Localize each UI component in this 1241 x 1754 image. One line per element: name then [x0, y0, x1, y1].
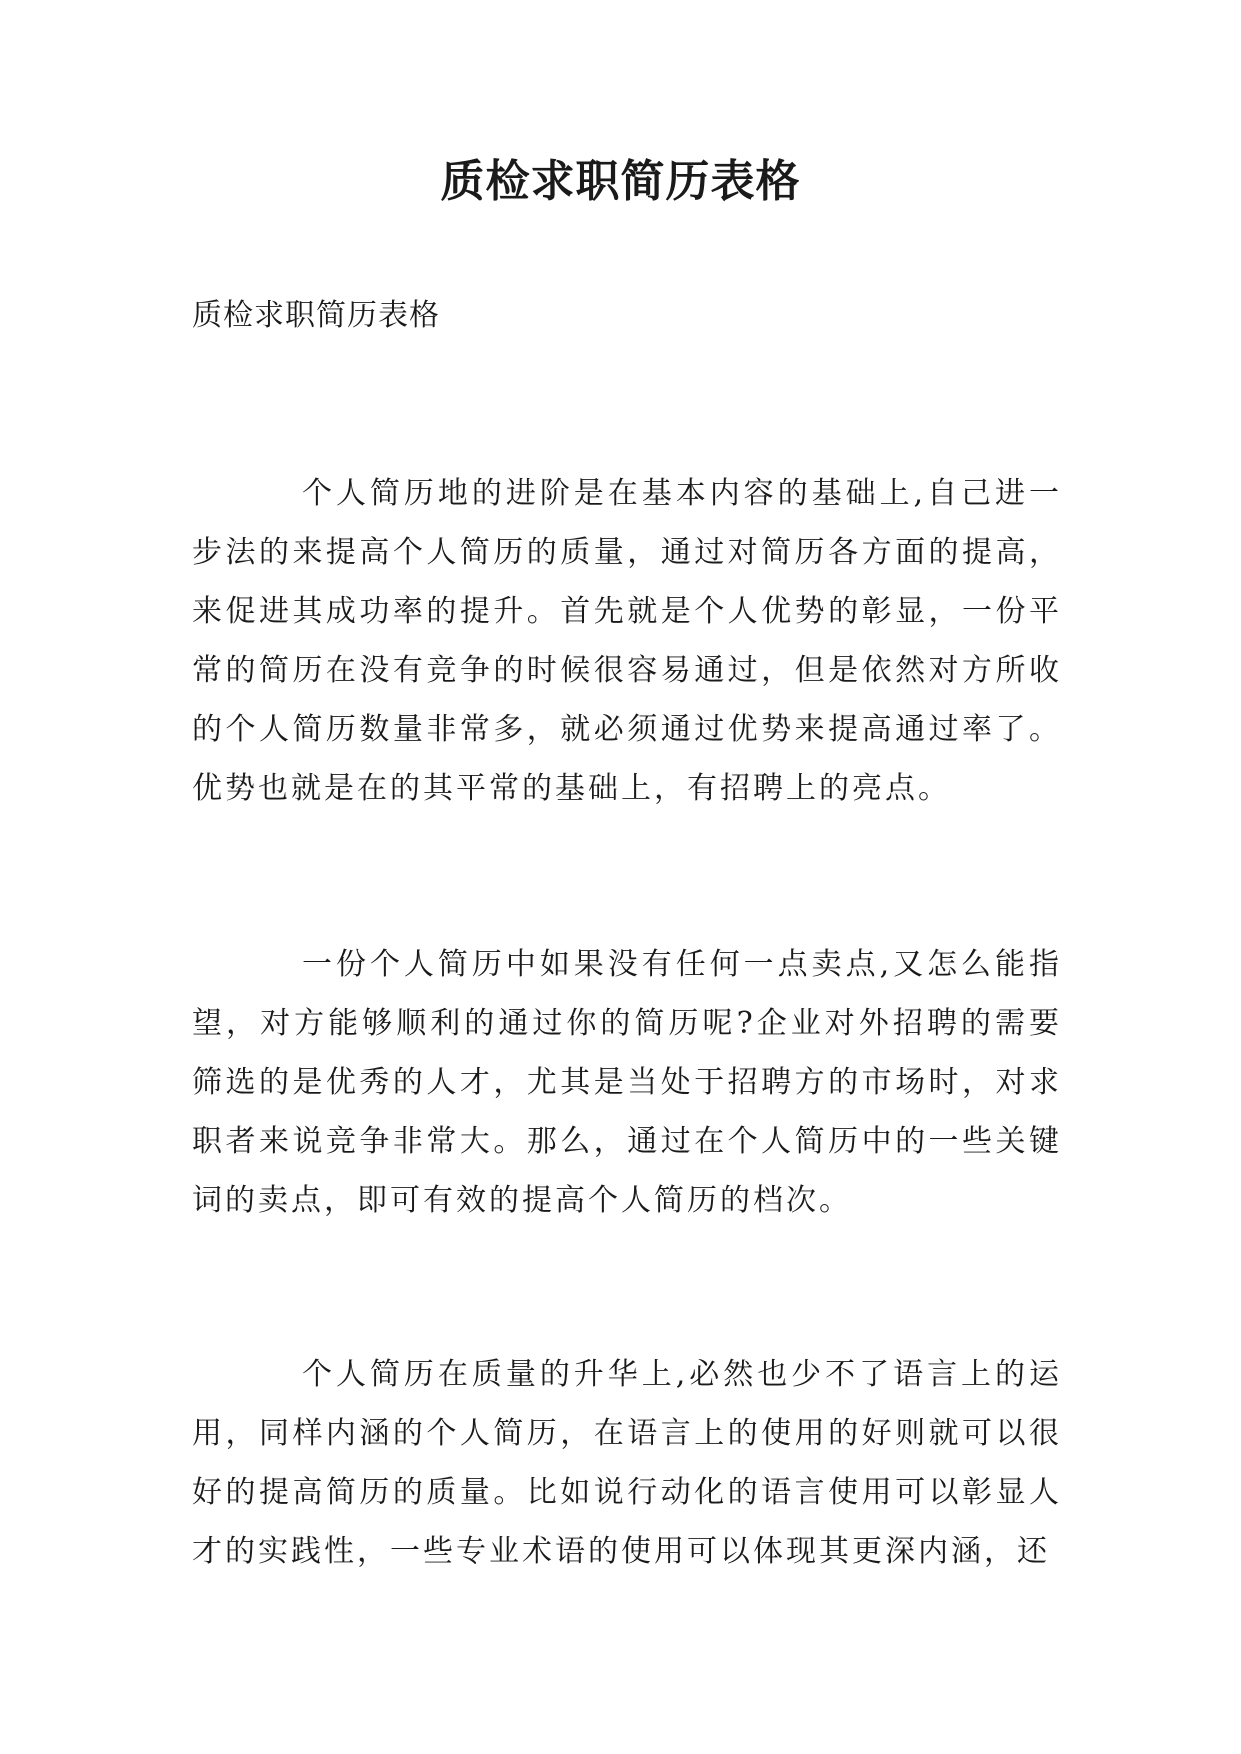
- body-paragraph-2: 一份个人简历中如果没有任何一点卖点,又怎么能指望，对方能够顺利的通过你的简历呢?企业对外招聘的需要筛选的是优秀的人才，尤其是当处于招聘方的市场时，对求职者来说竞争非常大。那么，通过在个人简历中的一些关键词的卖点，即可有效的提高个人简历的档次。: [192, 947, 1062, 1218]
- body-paragraph-3: 个人简历在质量的升华上,必然也少不了语言上的运用，同样内涵的个人简历，在语言上的使用的好则就可以很好的提高简历的质量。比如说行动化的语言使用可以彰显人才的实践性，一些专业术语的使用可以体现其更深内涵，还: [192, 1357, 1062, 1569]
- body-paragraph-1: 个人简历地的进阶是在基本内容的基础上,自己进一步法的来提高个人简历的质量，通过对简历各方面的提高，来促进其成功率的提升。首先就是个人优势的彰显，一份平常的简历在没有竞争的时候很容易通过，但是依然对方所收的个人简历数量非常多，就必须通过优势来提高通过率了。优势也就是在的其平常的基础上，有招聘上的亮点。: [192, 476, 1062, 806]
- document-title: 质检求职简历表格: [440, 156, 801, 207]
- document-subtitle: 质检求职简历表格: [192, 298, 440, 333]
